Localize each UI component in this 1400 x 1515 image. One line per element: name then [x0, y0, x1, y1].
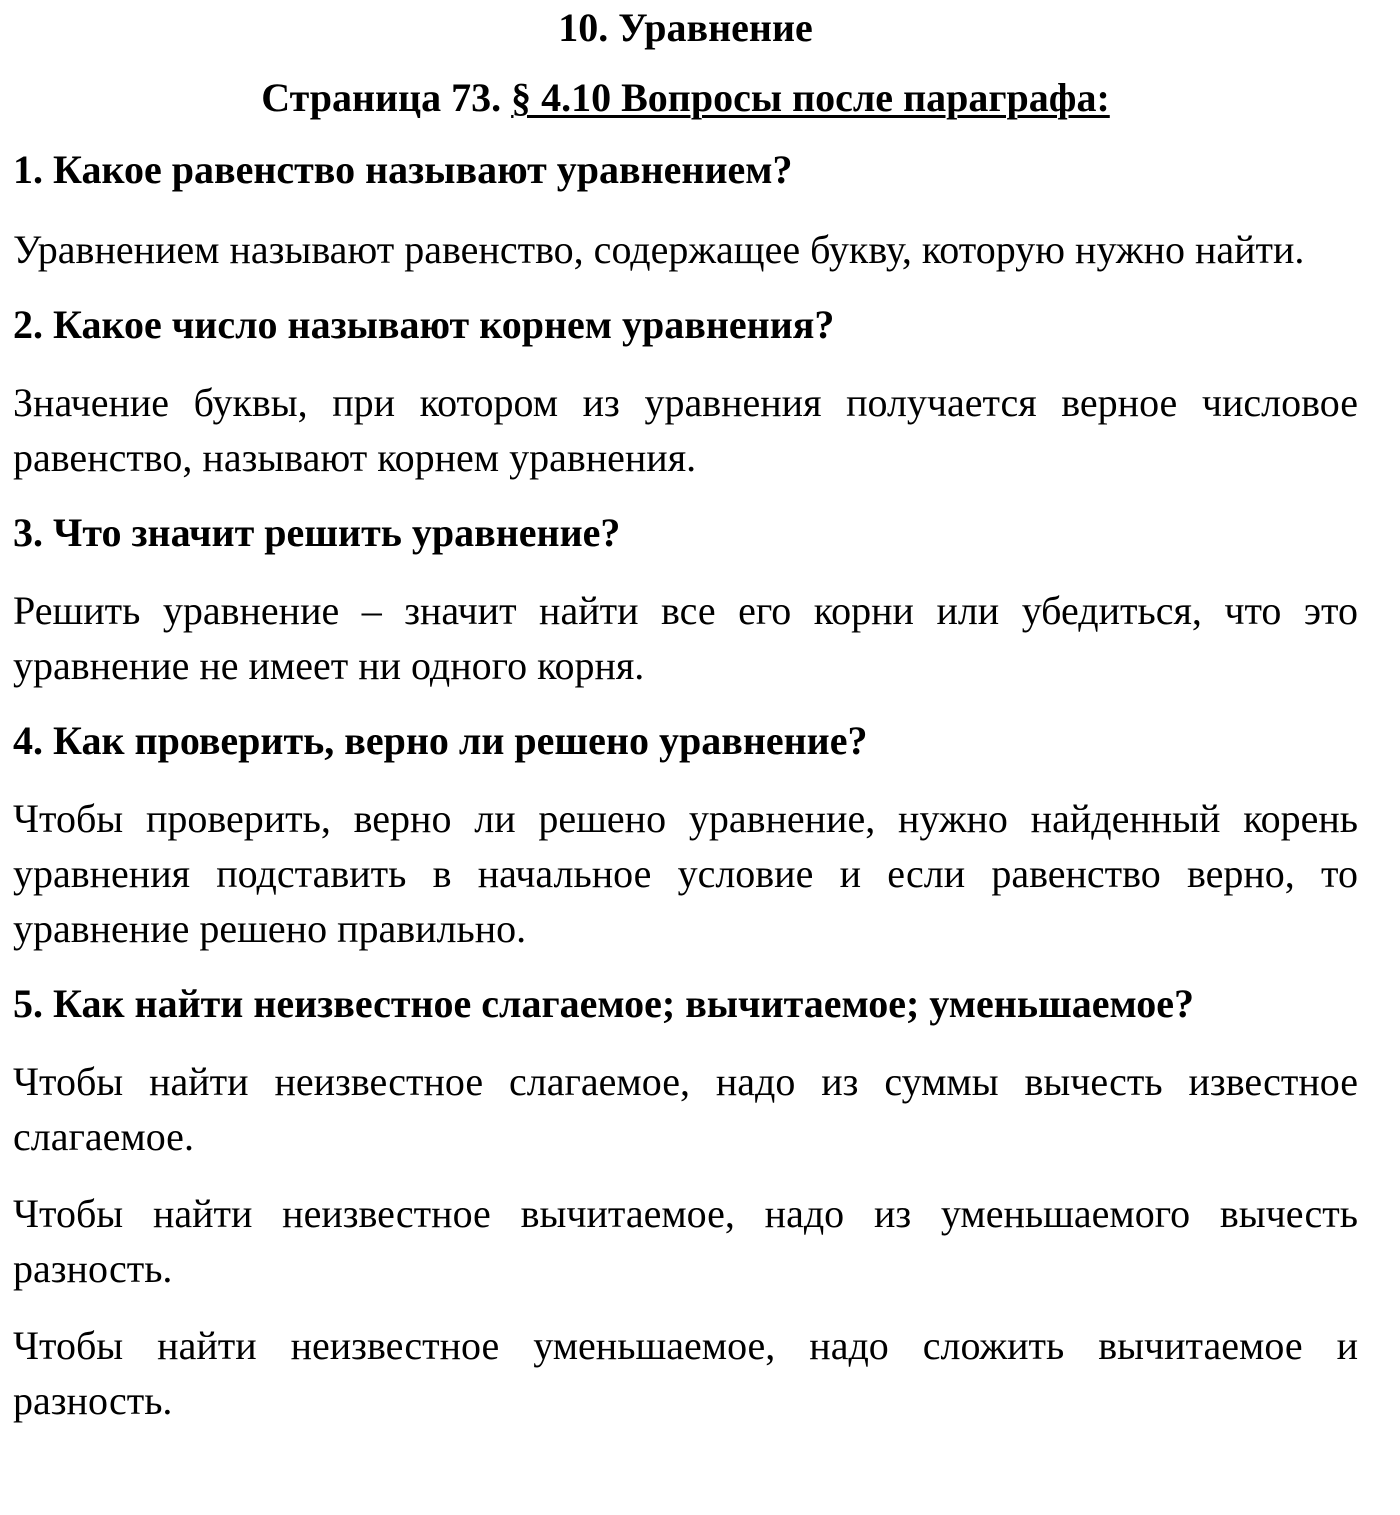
subtitle-prefix: Страница 73. — [261, 75, 512, 120]
answer-4: Чтобы проверить, верно ли решено уравнение, нужно найденный корень уравнения подставить в начальное условие и если равенство верно, то уравнение решено правильно. — [13, 796, 1358, 951]
question-3: 3. Что значит решить уравнение? — [13, 510, 621, 555]
answer-5-addend: Чтобы найти неизвестное слагаемое, надо из суммы вычесть известное слагаемое. — [13, 1059, 1358, 1159]
answer-5-minuend: Чтобы найти неизвестное уменьшаемое, надо сложить вычитаемое и разность. — [13, 1323, 1358, 1423]
page-subtitle — [13, 74, 1358, 122]
question-4: 4. Как проверить, верно ли решено уравнение? — [13, 718, 868, 763]
question-5: 5. Как найти неизвестное слагаемое; вычитаемое; уменьшаемое? — [13, 981, 1194, 1026]
answer-1: Уравнением называют равенство, содержащее букву, которую нужно найти. — [13, 227, 1305, 272]
document-page — [13, 0, 1358, 1428]
subtitle-section-link: § 4.10 Вопросы после параграфа: — [511, 75, 1110, 120]
question-1: 1. Какое равенство называют уравнением? — [13, 147, 793, 192]
question-2: 2. Какое число называют корнем уравнения? — [13, 302, 835, 347]
answer-5-subtrahend: Чтобы найти неизвестное вычитаемое, надо из уменьшаемого вычесть разность. — [13, 1191, 1358, 1291]
answer-3: Решить уравнение – значит найти все его корни или убедиться, что это уравнение не имеет ни одного корня. — [13, 588, 1358, 688]
answer-2: Значение буквы, при котором из уравнения получается верное числовое равенство, называют корнем уравнения. — [13, 380, 1358, 480]
page-title: 10. Уравнение — [558, 5, 813, 50]
